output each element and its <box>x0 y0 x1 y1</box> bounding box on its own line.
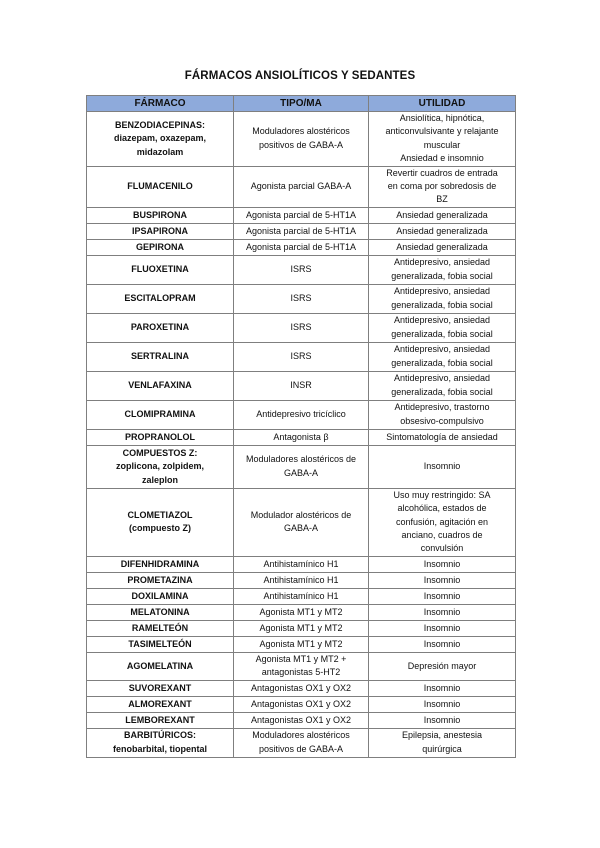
drug-type: Agonista parcial de 5-HT1A <box>234 207 369 223</box>
drug-use: Insomnio <box>369 588 516 604</box>
drug-use: Insomnio <box>369 636 516 652</box>
drug-name: FLUMACENILO <box>87 166 234 207</box>
drug-name: ESCITALOPRAM <box>87 284 234 313</box>
drug-use: Insomnio <box>369 696 516 712</box>
drug-type: Antagonistas OX1 y OX2 <box>234 696 369 712</box>
table-row <box>87 572 516 588</box>
drug-use: Insomnio <box>369 445 516 488</box>
table-row <box>87 400 516 429</box>
drug-name: SERTRALINA <box>87 342 234 371</box>
table-row <box>87 604 516 620</box>
drug-type: Moduladores alostéricos de GABA-A <box>234 445 369 488</box>
table-row <box>87 239 516 255</box>
drug-use: Antidepresivo, ansiedad generalizada, fobia social <box>369 284 516 313</box>
drug-use: Antidepresivo, ansiedad generalizada, fobia social <box>369 313 516 342</box>
header-tipo: TIPO/MA <box>234 96 369 112</box>
drug-use: Insomnio <box>369 680 516 696</box>
table-row <box>87 342 516 371</box>
drug-name: PROMETAZINA <box>87 572 234 588</box>
drug-name: SUVOREXANT <box>87 680 234 696</box>
table-row <box>87 445 516 488</box>
table-row <box>87 696 516 712</box>
table-row <box>87 255 516 284</box>
drug-type: Moduladores alostéricos positivos de GABA-A <box>234 112 369 167</box>
drug-name: ALMOREXANT <box>87 696 234 712</box>
drug-use: Antidepresivo, ansiedad generalizada, fobia social <box>369 342 516 371</box>
drug-use: Epilepsia, anestesia quirúrgica <box>369 728 516 757</box>
drug-use: Antidepresivo, ansiedad generalizada, fobia social <box>369 371 516 400</box>
drug-type: Agonista parcial de 5-HT1A <box>234 223 369 239</box>
table-row <box>87 371 516 400</box>
table-row <box>87 556 516 572</box>
table-row <box>87 728 516 757</box>
drug-type: Agonista MT1 y MT2 <box>234 604 369 620</box>
header-farmaco: FÁRMACO <box>87 96 234 112</box>
table-row <box>87 207 516 223</box>
drug-type: ISRS <box>234 255 369 284</box>
drug-name: AGOMELATINA <box>87 652 234 680</box>
table-row <box>87 652 516 680</box>
table-row <box>87 636 516 652</box>
drug-use: Ansiedad generalizada <box>369 239 516 255</box>
drug-use: Insomnio <box>369 712 516 728</box>
drug-use: Insomnio <box>369 620 516 636</box>
drug-type: Modulador alostéricos de GABA-A <box>234 488 369 556</box>
drug-type: Agonista parcial de 5-HT1A <box>234 239 369 255</box>
drug-type: Antagonistas OX1 y OX2 <box>234 712 369 728</box>
drug-name: PROPRANOLOL <box>87 429 234 445</box>
drug-name: BARBITÚRICOS: fenobarbital, tiopental <box>87 728 234 757</box>
drug-type: Agonista MT1 y MT2 <box>234 636 369 652</box>
table-row <box>87 588 516 604</box>
drug-name: VENLAFAXINA <box>87 371 234 400</box>
drug-table <box>86 95 516 758</box>
drug-type: Agonista parcial GABA-A <box>234 166 369 207</box>
page-title: FÁRMACOS ANSIOLÍTICOS Y SEDANTES <box>184 70 416 82</box>
drug-type: Antihistamínico H1 <box>234 556 369 572</box>
drug-use: Antidepresivo, trastorno obsesivo-compulsivo <box>369 400 516 429</box>
drug-use: Sintomatología de ansiedad <box>369 429 516 445</box>
table-header-row <box>87 96 516 112</box>
drug-use: Revertir cuadros de entrada en coma por sobredosis de BZ <box>369 166 516 207</box>
drug-use: Antidepresivo, ansiedad generalizada, fobia social <box>369 255 516 284</box>
drug-name: CLOMETIAZOL (compuesto Z) <box>87 488 234 556</box>
drug-use: Ansiolítica, hipnótica, anticonvulsivante y relajante muscular Ansiedad e insomnio <box>369 112 516 167</box>
drug-type: ISRS <box>234 313 369 342</box>
drug-use: Depresión mayor <box>369 652 516 680</box>
table-row <box>87 620 516 636</box>
drug-type: ISRS <box>234 342 369 371</box>
table-row <box>87 223 516 239</box>
drug-type: Agonista MT1 y MT2 <box>234 620 369 636</box>
drug-name: TASIMELTEÓN <box>87 636 234 652</box>
drug-type: INSR <box>234 371 369 400</box>
drug-use: Insomnio <box>369 604 516 620</box>
table-row <box>87 488 516 556</box>
drug-name: FLUOXETINA <box>87 255 234 284</box>
drug-name: DIFENHIDRAMINA <box>87 556 234 572</box>
drug-name: BUSPIRONA <box>87 207 234 223</box>
drug-name: DOXILAMINA <box>87 588 234 604</box>
table-row <box>87 112 516 167</box>
drug-type: Antidepresivo tricíclico <box>234 400 369 429</box>
drug-type: ISRS <box>234 284 369 313</box>
drug-name: RAMELTEÓN <box>87 620 234 636</box>
drug-use: Uso muy restringido: SA alcohólica, estados de confusión, agitación en anciano, cuadros de convulsión <box>369 488 516 556</box>
table-row <box>87 429 516 445</box>
drug-name: IPSAPIRONA <box>87 223 234 239</box>
header-utilidad: UTILIDAD <box>369 96 516 112</box>
table-row <box>87 284 516 313</box>
drug-name: GEPIRONA <box>87 239 234 255</box>
drug-type: Moduladores alostéricos positivos de GABA-A <box>234 728 369 757</box>
drug-type: Antagonistas OX1 y OX2 <box>234 680 369 696</box>
drug-name: BENZODIACEPINAS: diazepam, oxazepam, midazolam <box>87 112 234 167</box>
drug-type: Antihistamínico H1 <box>234 572 369 588</box>
drug-use: Ansiedad generalizada <box>369 223 516 239</box>
drug-use: Ansiedad generalizada <box>369 207 516 223</box>
drug-name: MELATONINA <box>87 604 234 620</box>
drug-name: CLOMIPRAMINA <box>87 400 234 429</box>
drug-name: PAROXETINA <box>87 313 234 342</box>
table-row <box>87 313 516 342</box>
drug-use: Insomnio <box>369 556 516 572</box>
drug-name: COMPUESTOS Z: zoplicona, zolpidem, zaleplon <box>87 445 234 488</box>
table-row <box>87 166 516 207</box>
drug-type: Antagonista β <box>234 429 369 445</box>
drug-type: Agonista MT1 y MT2 + antagonistas 5-HT2 <box>234 652 369 680</box>
drug-name: LEMBOREXANT <box>87 712 234 728</box>
drug-use: Insomnio <box>369 572 516 588</box>
drug-type: Antihistamínico H1 <box>234 588 369 604</box>
table-row <box>87 712 516 728</box>
table-row <box>87 680 516 696</box>
